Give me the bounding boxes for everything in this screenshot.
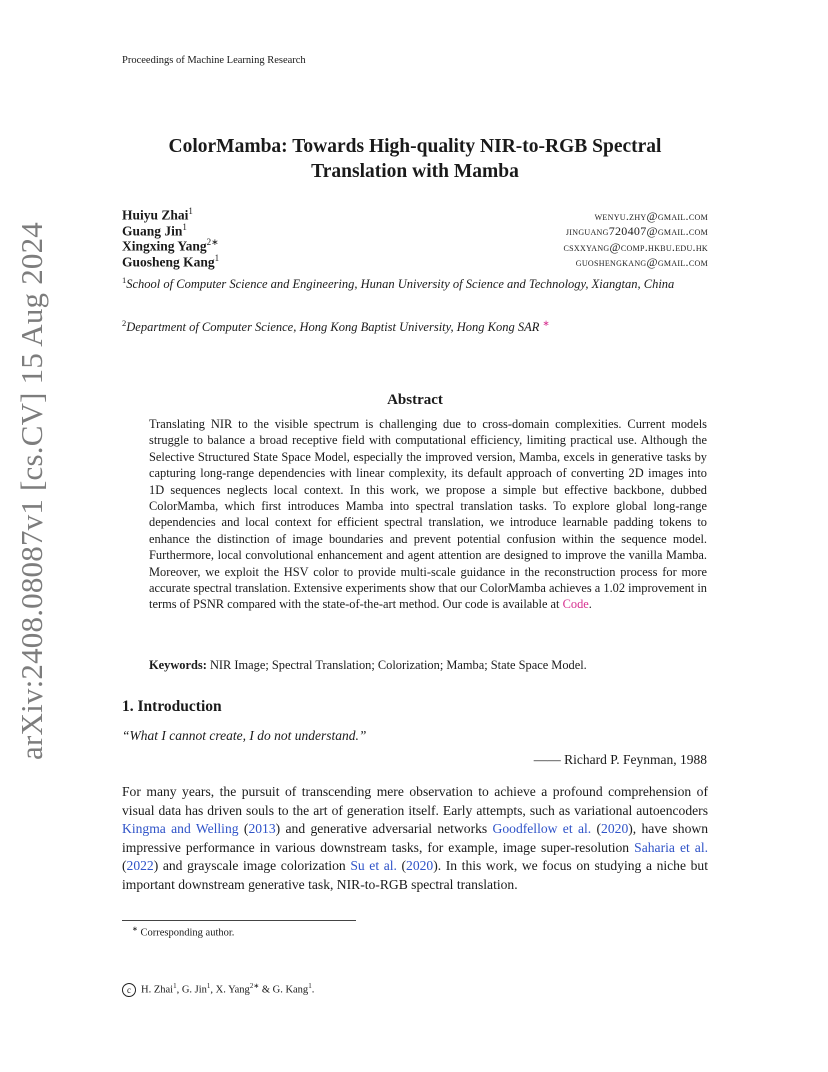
keywords: Keywords: NIR Image; Spectral Translation; Colorization; Mamba; State Space Model. <box>149 658 587 672</box>
affiliation-1: $^1$School of Computer Science and Engineering, Hunan University of Science and Technology, Xiangtan, China <box>122 275 675 292</box>
paper-title <box>122 134 708 184</box>
author-email[interactable]: csxxyang@comp.hkbu.edu.hk <box>563 239 708 254</box>
epigraph-quote: “What I cannot create, I do not understand.” <box>122 728 367 743</box>
citation-year-link[interactable]: 2022 <box>126 858 154 874</box>
citation-year-link[interactable]: 2020 <box>601 821 629 837</box>
author-row <box>122 237 708 253</box>
author-name: Xingxing Yang$^{2∗}$ <box>122 237 219 254</box>
section-heading: 1. Introduction <box>122 698 222 715</box>
citation-year-link[interactable]: 2020 <box>406 858 434 874</box>
footnote: ∗ Corresponding author. <box>132 925 235 939</box>
author-name: Guang Jin$^1$ <box>122 221 187 238</box>
citation-link[interactable]: Goodfellow et al. <box>492 821 592 837</box>
citation-link[interactable]: Saharia et al. <box>634 839 708 855</box>
code-link[interactable]: Code <box>562 597 589 612</box>
citation-link[interactable]: Kingma and Welling <box>122 821 239 837</box>
intro-paragraph: For many years, the pursuit of transcending mere observation to achieve a profound comprehension of visual data has driven souls to the art of generation itself. Early attempts, such as variational autoencoders Kingma and Welling (2013) and generative adversarial networks Goodfellow et al. (2020), have shown impressive performance in various downstream tasks, for example, image super-resolution Saharia et al. (2022) and grayscale image colorization Su et al. (2020). In this work, we focus on studying a niche but important downstream generative task, NIR-to-RGB spectral translation. <box>122 784 708 892</box>
abstract-heading: Abstract <box>387 392 443 408</box>
arxiv-identifier: arXiv:2408.08087v1 [cs.CV] 15 Aug 2024 <box>14 221 49 760</box>
author-row <box>122 253 708 269</box>
copyright-icon: c <box>122 983 136 997</box>
citation-year-link[interactable]: 2013 <box>248 821 276 837</box>
abstract-body: Translating NIR to the visible spectrum is challenging due to cross-domain complexities. Current models struggle to balance a broad receptive field with computational efficiency, limiting practical use. Although the Selective Structured State Space Model, especially the improved version, Mamba, excels in generative tasks by capturing long-range dependencies with linear complexity, its default approach of converting 2D images into 1D sequences neglects local context. In this work, we propose a simple but effective backbone, dubbed ColorMamba, which first introduces Mamba into spectral translation tasks. To explore global long-range dependencies and local context for efficient spectral translation, we introduce learnable padding tokens to enhance the distinction of image boundaries and prevent potential confusion within the sequence model. Furthermore, local convolutional enhancement and agent attention are designed to improve the vanilla Mamba. Moreover, we exploit the HSV color to provide multi-scale guidance in the reconstruction process for more accurate spectral translation. Extensive experiments show that our ColorMamba achieves a 1.02 improvement in terms of PSNR compared with the state-of-the-art method. Our code is available at Code. <box>149 417 707 612</box>
author-email[interactable]: guoshengkang@gmail.com <box>575 255 708 269</box>
copyright-line: c H. Zhai$^1$, G. Jin$^1$, X. Yang$^{2∗}$ & G. Kang$^1$. <box>122 982 314 997</box>
title-line-2: Translation with Mamba <box>311 161 519 182</box>
title-line-1: ColorMamba: Towards High-quality NIR-to-RGB Spectral <box>168 136 662 157</box>
author-email[interactable]: wenyu.zhy@gmail.com <box>594 208 708 223</box>
author-email[interactable]: jinguang720407@gmail.com <box>565 224 708 238</box>
author-row <box>122 222 708 238</box>
author-list <box>122 206 708 268</box>
footnote-rule <box>122 920 356 921</box>
citation-link[interactable]: Su et al. <box>350 858 397 874</box>
author-row <box>122 206 708 222</box>
affiliation-2: $^2$Department of Computer Science, Hong Kong Baptist University, Hong Kong SAR ∗ <box>122 318 550 335</box>
author-name: Huiyu Zhai$^1$ <box>122 206 193 223</box>
epigraph-attribution: —— Richard P. Feynman, 1988 <box>533 752 707 767</box>
author-name: Guosheng Kang$^1$ <box>122 252 220 269</box>
running-header: Proceedings of Machine Learning Research <box>122 55 306 66</box>
